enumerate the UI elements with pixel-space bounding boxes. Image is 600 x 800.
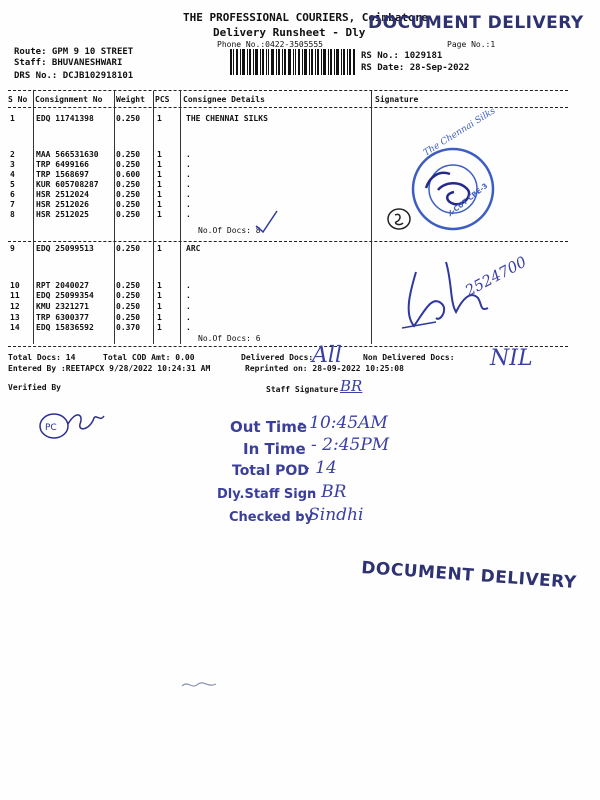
cell-wt: 0.250: [116, 190, 141, 199]
cell-wt: 0.250: [116, 244, 141, 253]
checklist-value: - Sindhi: [297, 505, 364, 525]
staff-signature-handwritten: BR: [340, 377, 363, 395]
checklist-value: - 14: [304, 458, 337, 478]
cell-sno: 14: [10, 323, 20, 332]
cell-pcs: 1: [157, 302, 162, 311]
cell-cn: MAA 566531630: [36, 150, 99, 159]
cell-wt: 0.250: [116, 160, 141, 169]
cell-wt: 0.250: [116, 291, 141, 300]
cell-consignee: .: [186, 313, 191, 322]
cell-cn: KUR 605708287: [36, 180, 99, 189]
cell-sno: 12: [10, 302, 20, 311]
cell-pcs: 1: [157, 313, 162, 322]
nil-handwritten: NIL: [490, 346, 533, 371]
cell-consignee: .: [186, 180, 191, 189]
cell-sno: 5: [10, 180, 15, 189]
company-name: THE PROFESSIONAL COURIERS, Coimbatore: [183, 11, 429, 24]
cell-pcs: 1: [157, 180, 162, 189]
cell-pcs: 1: [157, 281, 162, 290]
total-cod-amount: Total COD Amt: 0.00: [103, 353, 195, 362]
verified-by: Verified By: [8, 383, 61, 392]
cell-wt: 0.370: [116, 323, 141, 332]
cell-wt: 0.250: [116, 150, 141, 159]
col-divider: [33, 91, 34, 344]
document-delivery-stamp-top: DOCUMENT DELIVERY: [368, 13, 584, 33]
document-delivery-stamp-bottom: DOCUMENT DELIVERY: [360, 558, 578, 594]
cell-consignee: .: [186, 323, 191, 332]
cell-consignee: .: [186, 200, 191, 209]
cell-cn: TRP 6499166: [36, 160, 89, 169]
cell-cn: HSR 2512026: [36, 200, 89, 209]
cell-pcs: 1: [157, 200, 162, 209]
group-doc-count: No.Of Docs: 6: [198, 334, 261, 343]
col-pcs: PCS: [155, 95, 170, 104]
seal-ring-text: The Chennai Silks: [422, 106, 498, 159]
page-number: Page No.:1: [447, 40, 496, 49]
cell-consignee: .: [186, 210, 191, 219]
cell-sno: 8: [10, 210, 15, 219]
cell-cn: EDQ 11741398: [36, 114, 94, 123]
cell-pcs: 1: [157, 170, 162, 179]
checklist-label: Out Time: [230, 418, 307, 436]
svg-text:PC: PC: [45, 423, 57, 433]
cell-wt: 0.250: [116, 302, 141, 311]
checklist-label: In Time: [243, 440, 306, 458]
cell-cn: EDQ 25099354: [36, 291, 94, 300]
cell-cn: EDQ 25099513: [36, 244, 94, 253]
cell-consignee: .: [186, 190, 191, 199]
group-rule: [8, 241, 568, 242]
col-signature: Signature: [375, 95, 419, 104]
runsheet-title: Delivery Runsheet - Dly: [213, 26, 366, 39]
cell-sno: 2: [10, 150, 15, 159]
cell-sno: 10: [10, 281, 20, 290]
header-rule: [8, 107, 568, 108]
delivered-docs: Delivered Docs:: [241, 353, 314, 362]
cell-sno: 1: [10, 114, 15, 123]
col-consignee: Consignee Details: [183, 95, 265, 104]
circle-mark-icon: [386, 206, 412, 232]
cell-consignee: .: [186, 291, 191, 300]
signature-number: 2524700: [462, 252, 530, 300]
total-docs: Total Docs: 14: [8, 353, 76, 362]
col-sno: S No: [8, 95, 28, 104]
cell-consignee: THE CHENNAI SILKS: [186, 114, 268, 123]
cell-pcs: 1: [157, 291, 162, 300]
cell-cn: RPT 2040027: [36, 281, 89, 290]
cell-cn: TRP 1568697: [36, 170, 89, 179]
col-divider: [371, 91, 372, 344]
col-consignment: Consignment No: [35, 95, 103, 104]
cell-sno: 9: [10, 244, 15, 253]
cell-wt: 0.250: [116, 200, 141, 209]
cell-consignee: .: [186, 281, 191, 290]
verification-mark-icon: [38, 404, 108, 440]
consignee-signature-icon: [396, 252, 506, 332]
cell-cn: HSR 2512025: [36, 210, 89, 219]
seal-bottom-text: X-CUT CBE-3: [446, 181, 490, 219]
cell-cn: EDQ 15836592: [36, 323, 94, 332]
cell-sno: 6: [10, 190, 15, 199]
cell-wt: 0.250: [116, 180, 141, 189]
staff-signature-label: Staff Signature: [266, 385, 339, 394]
drs-number: DRS No.: DCJB102918101: [14, 71, 134, 81]
checkmark-icon: [253, 208, 279, 234]
cell-wt: 0.250: [116, 313, 141, 322]
barcode-icon: [230, 49, 356, 75]
cell-wt: 0.600: [116, 170, 141, 179]
cell-consignee: .: [186, 170, 191, 179]
cell-consignee: .: [186, 302, 191, 311]
delivered-handwritten: All: [312, 343, 342, 368]
cell-consignee: .: [186, 160, 191, 169]
checklist-value: - 10:45AM: [298, 413, 388, 433]
group-doc-count: No.Of Docs: 8: [198, 226, 261, 235]
cell-wt: 0.250: [116, 210, 141, 219]
checklist-value: - 2:45PM: [311, 435, 390, 455]
route-label: Route: GPM 9 10 STREET: [14, 47, 134, 57]
cell-sno: 11: [10, 291, 20, 300]
cell-sno: 7: [10, 200, 15, 209]
cell-pcs: 1: [157, 150, 162, 159]
cell-consignee: .: [186, 150, 191, 159]
cell-cn: HSR 2512024: [36, 190, 89, 199]
phone-number: Phone No.:0422-3505555: [217, 40, 323, 49]
col-divider: [114, 91, 115, 344]
col-weight: Weight: [116, 95, 145, 104]
cell-sno: 4: [10, 170, 15, 179]
cell-pcs: 1: [157, 114, 162, 123]
cell-wt: 0.250: [116, 281, 141, 290]
checklist-value: - BR: [310, 482, 347, 502]
cell-sno: 3: [10, 160, 15, 169]
rs-date: RS Date: 28-Sep-2022: [361, 63, 470, 73]
table-top-rule: [8, 90, 568, 91]
cell-sno: 13: [10, 313, 20, 322]
entered-by: Entered By :REETAPCX 9/28/2022 10:24:31 AM: [8, 364, 211, 373]
cell-pcs: 1: [157, 210, 162, 219]
cell-cn: TRP 6300377: [36, 313, 89, 322]
staff-label: Staff: BHUVANESHWARI: [14, 58, 123, 68]
checklist-label: Total POD: [232, 463, 309, 479]
col-divider: [180, 91, 181, 344]
rs-number: RS No.: 1029181: [361, 51, 443, 61]
cell-wt: 0.250: [116, 114, 141, 123]
non-delivered-docs: Non Delivered Docs:: [363, 353, 455, 362]
checklist-label: Dly.Staff Sign: [217, 487, 317, 502]
reprinted-on: Reprinted on: 28-09-2022 10:25:08: [245, 364, 404, 373]
col-divider: [153, 91, 154, 344]
checklist-label: Checked by: [229, 510, 314, 525]
cell-cn: KMU 2321271: [36, 302, 89, 311]
cell-pcs: 1: [157, 244, 162, 253]
cell-pcs: 1: [157, 323, 162, 332]
cell-consignee: ARC: [186, 244, 201, 253]
scribble-icon: [180, 676, 220, 692]
table-bottom-rule: [8, 346, 568, 347]
cell-pcs: 1: [157, 160, 162, 169]
cell-pcs: 1: [157, 190, 162, 199]
